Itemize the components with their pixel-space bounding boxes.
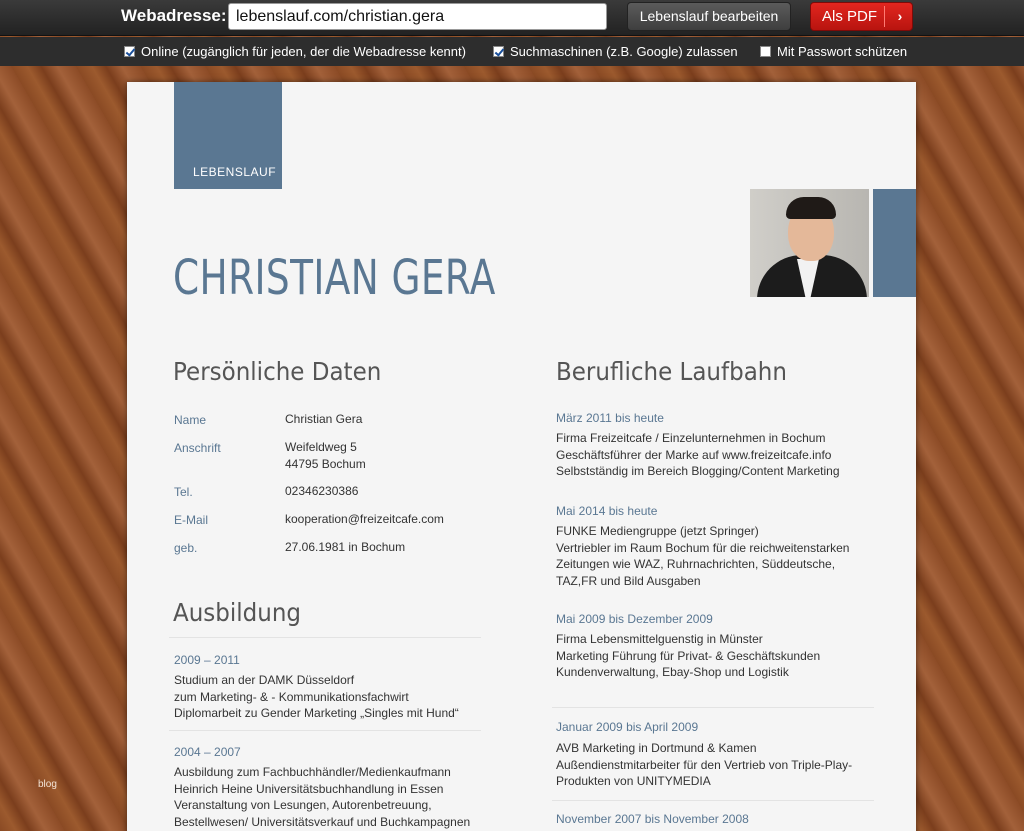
option-search-engines-label: Suchmaschinen (z.B. Google) zulassen — [510, 44, 738, 59]
option-password[interactable] — [760, 44, 907, 59]
top-toolbar — [0, 0, 1024, 36]
option-password-label: Mit Passwort schützen — [777, 44, 908, 59]
option-online[interactable] — [124, 44, 466, 59]
url-input[interactable] — [228, 3, 607, 30]
education-date: 2004 – 2007 — [174, 745, 241, 759]
divider — [169, 637, 481, 638]
accent-block — [873, 189, 916, 297]
personal-label-phone: Tel. — [174, 485, 193, 499]
profile-photo — [750, 189, 869, 297]
education-description: Ausbildung zum Fachbuchhändler/Medienkaufmann Heinrich Heine Universitätsbuchhandlung in Essen Veranstaltung von Lesungen, Autorenbetreuung, Bestellwesen/ Universitätsverkauf und Buchkampagnen — [174, 765, 471, 829]
education-heading: Ausbildung — [173, 598, 302, 627]
career-date: Mai 2014 bis heute — [556, 504, 658, 518]
career-heading: Berufliche Laufbahn — [556, 357, 787, 386]
watermark: blog — [38, 779, 57, 790]
career-date: März 2011 bis heute — [556, 411, 664, 425]
personal-label-email: E-Mail — [174, 513, 209, 527]
education-date: 2009 – 2011 — [174, 653, 240, 667]
career-date: November 2007 bis November 2008 — [556, 812, 749, 826]
checkbox-password[interactable] — [760, 46, 771, 57]
personal-label-name: Name — [174, 413, 207, 427]
education-description: Studium an der DAMK Düsseldorf zum Marketing- & - Kommunikationsfachwirt Diplomarbeit zu Gender Marketing „Singles mit Hund“ — [174, 673, 459, 720]
personal-label-birth: geb. — [174, 541, 198, 555]
divider — [552, 800, 874, 801]
career-description: Firma Lebensmittelguenstig in Münster Marketing Führung für Privat- & Geschäftskunden Kundenverwaltung, Ebay-Shop und Logistik — [556, 632, 821, 679]
personal-value-name: Christian Gera — [285, 412, 363, 426]
person-name: CHRISTIAN GERA — [173, 250, 496, 306]
address-label: Webadresse: — [121, 6, 227, 25]
career-description: Firma Freizeitcafe / Einzelunternehmen in Bochum Geschäftsführer der Marke auf www.freizeitcafe.info Selbstständig im Bereich Blogging/Content Marketing — [556, 431, 840, 478]
button-divider — [884, 6, 885, 27]
personal-value-street: Weifeldweg 5 — [285, 440, 357, 454]
chevron-right-icon: › — [897, 8, 903, 24]
career-description: AVB Marketing in Dortmund & Kamen Außendienstmitarbeiter für den Vertrieb von Triple-Play- Produkten von UNITYMEDIA — [556, 741, 853, 788]
career-date: Mai 2009 bis Dezember 2009 — [556, 612, 713, 626]
personal-value-city: 44795 Bochum — [285, 457, 366, 471]
career-date: Januar 2009 bis April 2009 — [556, 720, 699, 734]
cv-tab-label: LEBENSLAUF — [193, 165, 277, 179]
edit-cv-button[interactable]: Lebenslauf bearbeiten — [627, 2, 791, 31]
personal-label-address: Anschrift — [174, 441, 221, 455]
personal-data-heading: Persönliche Daten — [173, 357, 382, 386]
divider — [552, 707, 874, 708]
career-description: FUNKE Mediengruppe (jetzt Springer) Vertriebler im Raum Bochum für die reichweitenstarken Zeitungen wie WAZ, Ruhrnachrichten, Süddeutsche, TAZ,FR und Bild Ausgaben — [556, 524, 850, 588]
pdf-button-label: Als PDF — [822, 8, 878, 25]
pdf-export-button[interactable] — [810, 2, 913, 31]
divider — [169, 730, 481, 731]
cv-document — [127, 82, 916, 831]
options-bar — [0, 37, 1024, 66]
personal-value-email: kooperation@freizeitcafe.com — [285, 512, 444, 526]
option-search-engines[interactable] — [493, 44, 738, 59]
cv-tab — [174, 82, 282, 189]
personal-value-birth: 27.06.1981 in Bochum — [285, 540, 406, 554]
checkbox-search-engines[interactable] — [493, 46, 504, 57]
checkbox-online[interactable] — [124, 46, 135, 57]
personal-value-phone: 02346230386 — [285, 484, 359, 498]
option-online-label: Online (zugänglich für jeden, der die Webadresse kennt) — [141, 44, 466, 59]
